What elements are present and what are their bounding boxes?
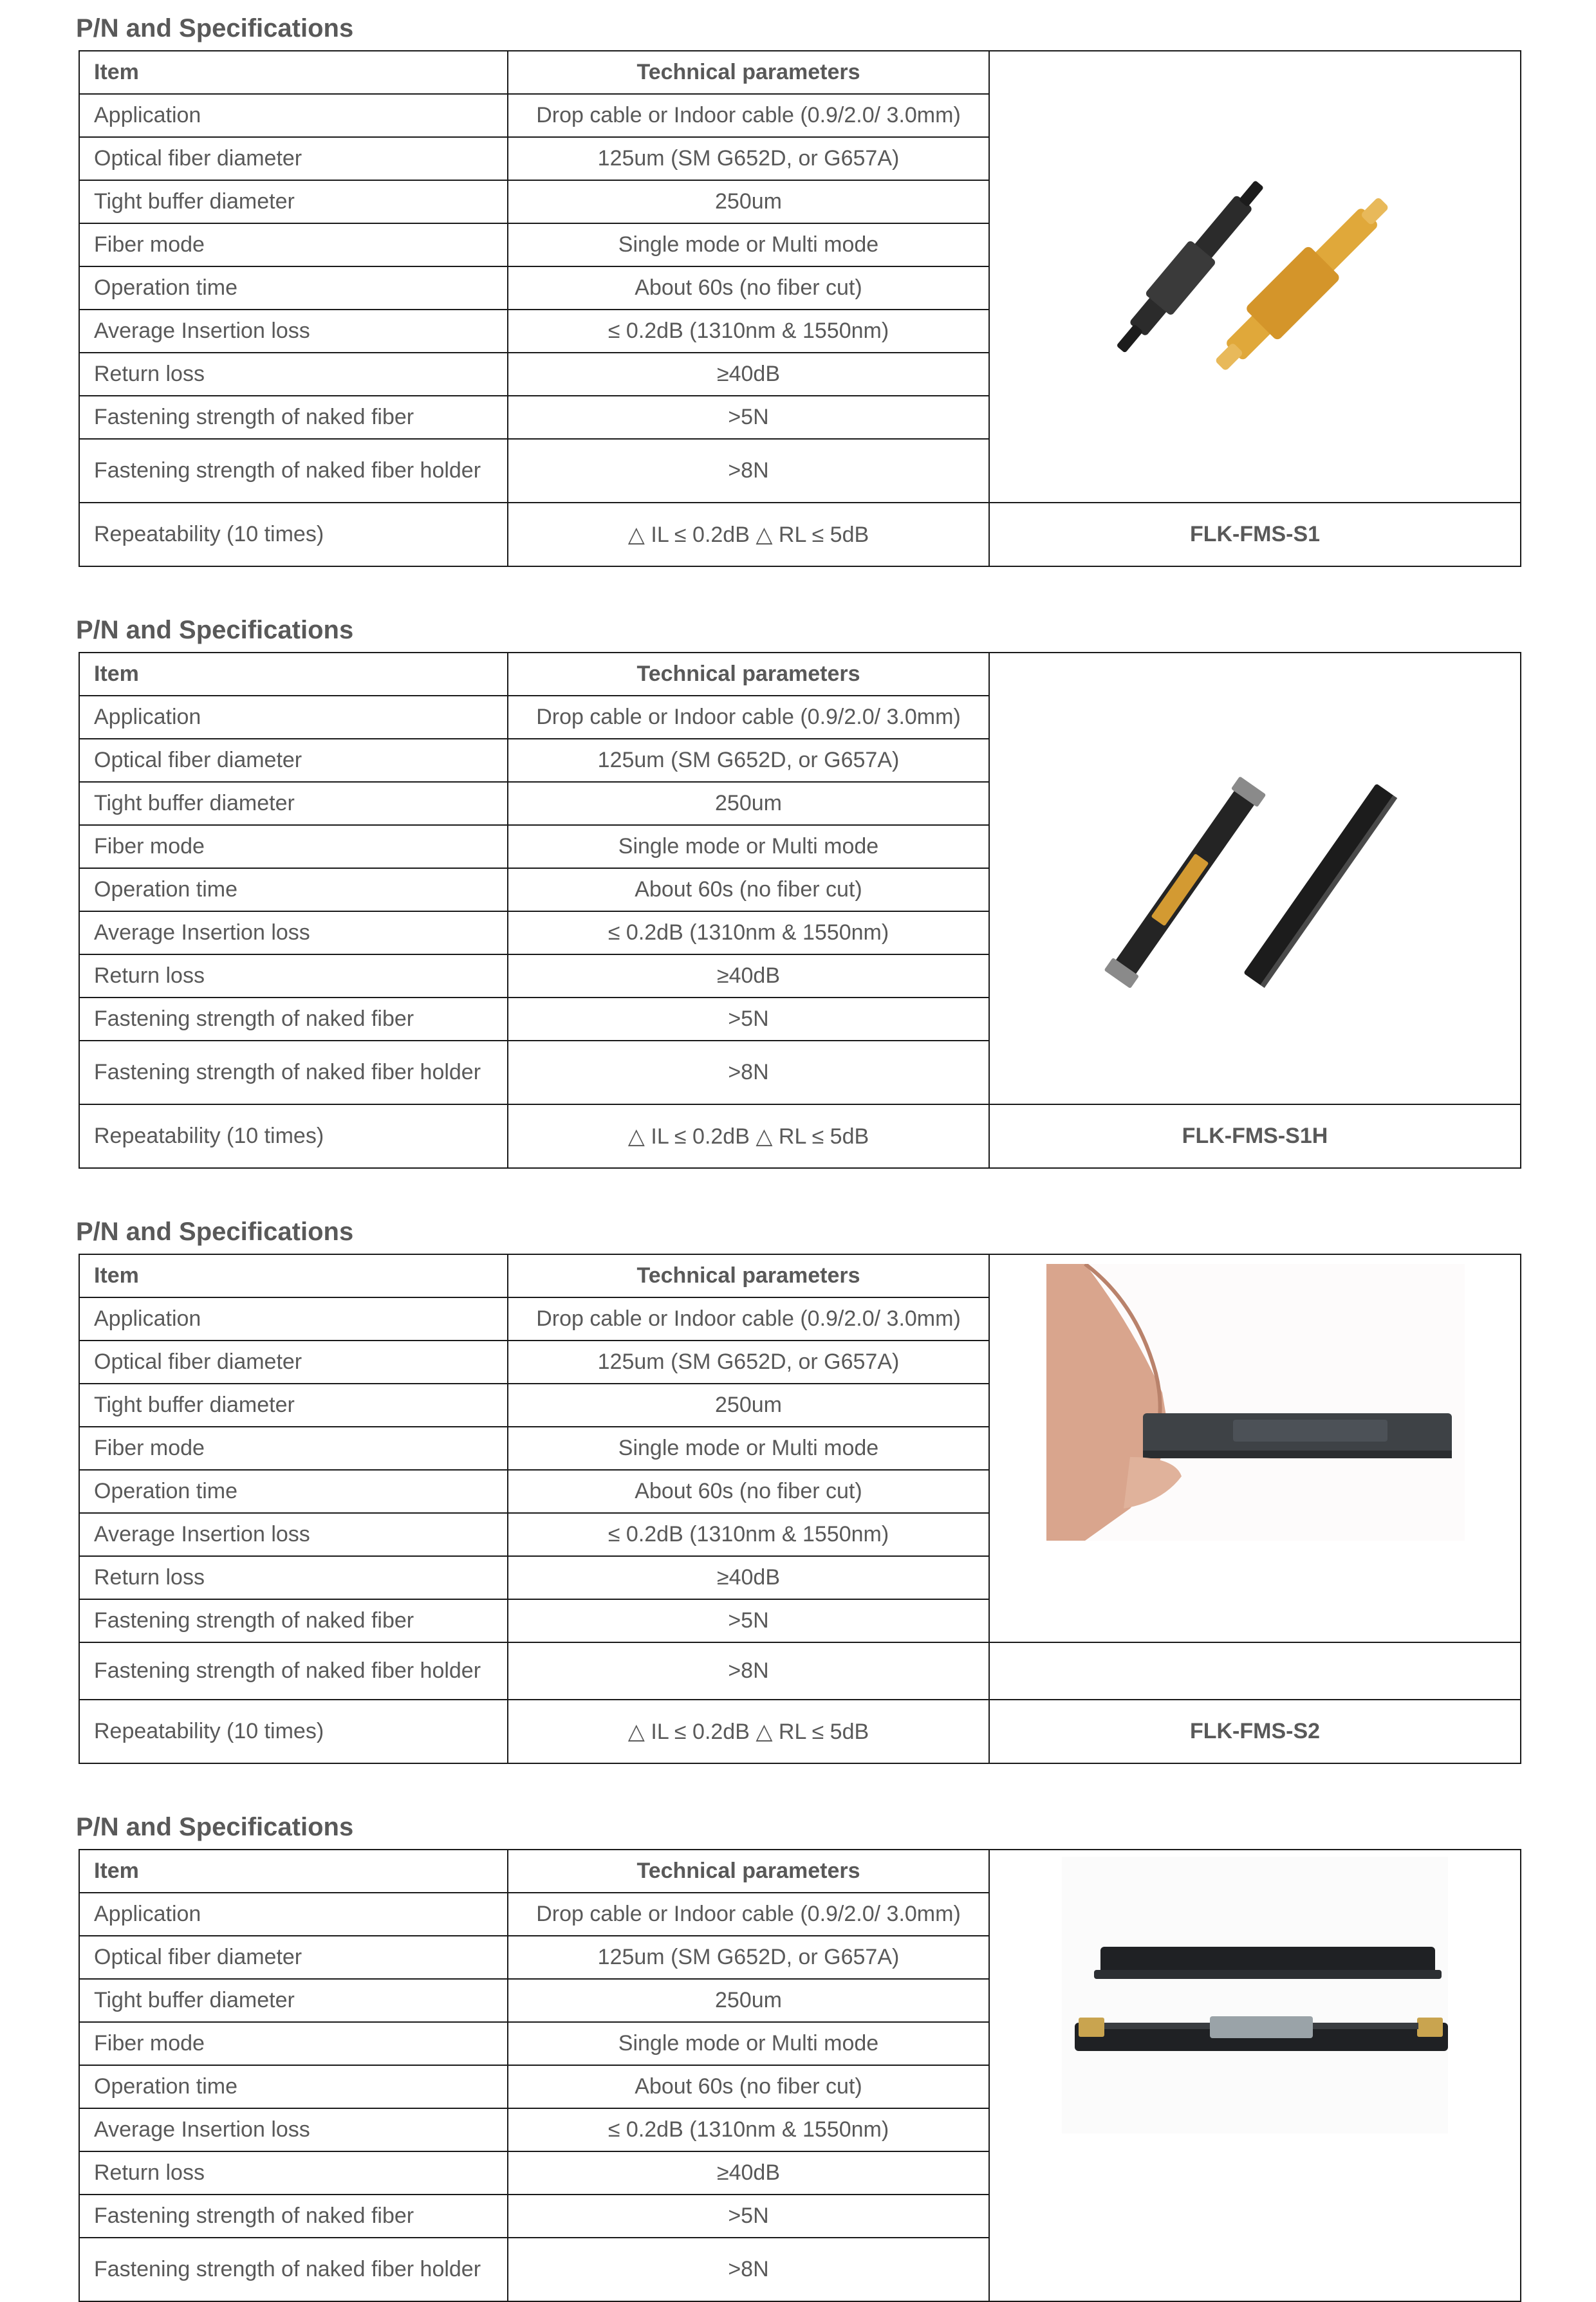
- row-item: Average Insertion loss: [79, 310, 508, 353]
- product-image-cell: [989, 653, 1521, 1104]
- row-value: Single mode or Multi mode: [508, 825, 989, 868]
- row-value: ≥40dB: [508, 954, 989, 998]
- row-value: 125um (SM G652D, or G657A): [508, 1341, 989, 1384]
- row-item: Fastening strength of naked fiber holder: [79, 439, 508, 503]
- row-item: Return loss: [79, 2151, 508, 2195]
- header-params: Technical parameters: [508, 1254, 989, 1297]
- row-item: Operation time: [79, 266, 508, 310]
- table-header-row: [79, 653, 1521, 696]
- row-value: 125um (SM G652D, or G657A): [508, 137, 989, 180]
- header-item: Item: [79, 653, 508, 696]
- empty-cell: [989, 1642, 1521, 1700]
- row-value: About 60s (no fiber cut): [508, 868, 989, 911]
- table-row: [79, 1700, 1521, 1763]
- header-params: Technical parameters: [508, 653, 989, 696]
- header-item: Item: [79, 51, 508, 94]
- row-item: Optical fiber diameter: [79, 137, 508, 180]
- section-title: P/N and Specifications: [76, 1813, 354, 1841]
- row-item: Fastening strength of naked fiber holder: [79, 1642, 508, 1700]
- row-value: 250um: [508, 1384, 989, 1427]
- spec-table: [79, 1254, 1521, 1764]
- table-row: [79, 1104, 1521, 1168]
- header-params: Technical parameters: [508, 51, 989, 94]
- row-item: Operation time: [79, 2065, 508, 2108]
- table-row: [79, 1642, 1521, 1700]
- row-item: Fastening strength of naked fiber: [79, 396, 508, 439]
- row-value: Single mode or Multi mode: [508, 1427, 989, 1470]
- hand-holding-splice-icon: [1046, 1264, 1465, 1541]
- row-value: ≤ 0.2dB (1310nm & 1550nm): [508, 2108, 989, 2151]
- header-item: Item: [79, 1254, 508, 1297]
- row-item: Fiber mode: [79, 1427, 508, 1470]
- row-value: 250um: [508, 1979, 989, 2022]
- row-item: Tight buffer diameter: [79, 1384, 508, 1427]
- row-value: >5N: [508, 1599, 989, 1642]
- row-value: >5N: [508, 998, 989, 1041]
- row-value: Single mode or Multi mode: [508, 2022, 989, 2065]
- row-item: Tight buffer diameter: [79, 782, 508, 825]
- row-value: ≤ 0.2dB (1310nm & 1550nm): [508, 1513, 989, 1556]
- row-value: 125um (SM G652D, or G657A): [508, 739, 989, 782]
- row-value: >8N: [508, 1642, 989, 1700]
- row-value: Drop cable or Indoor cable (0.9/2.0/ 3.0mm): [508, 1297, 989, 1341]
- row-item: Fastening strength of naked fiber: [79, 1599, 508, 1642]
- row-item: Application: [79, 94, 508, 137]
- row-item: Average Insertion loss: [79, 2108, 508, 2151]
- fiber-connector-yellow-black-icon: [1088, 142, 1422, 412]
- spec-table: [79, 652, 1521, 1169]
- row-item: Return loss: [79, 1556, 508, 1599]
- row-value: ≤ 0.2dB (1310nm & 1550nm): [508, 310, 989, 353]
- row-item: Repeatability (10 times): [79, 503, 508, 566]
- row-value: About 60s (no fiber cut): [508, 2065, 989, 2108]
- row-item: Return loss: [79, 353, 508, 396]
- table-row: [79, 503, 1521, 566]
- row-item: Fastening strength of naked fiber holder: [79, 1041, 508, 1104]
- table-header-row: [79, 1850, 1521, 1893]
- product-image-cell: [989, 1254, 1521, 1642]
- row-item: Tight buffer diameter: [79, 180, 508, 223]
- row-value: >8N: [508, 1041, 989, 1104]
- row-item: Tight buffer diameter: [79, 1979, 508, 2022]
- fiber-splice-two-parts-icon: [1049, 1857, 1461, 2133]
- row-value: 125um (SM G652D, or G657A): [508, 1936, 989, 1979]
- row-item: Fiber mode: [79, 825, 508, 868]
- row-item: Fastening strength of naked fiber: [79, 2195, 508, 2238]
- product-image-cell: [989, 1850, 1521, 2301]
- row-value: Drop cable or Indoor cable (0.9/2.0/ 3.0mm): [508, 696, 989, 739]
- row-value: ≤ 0.2dB (1310nm & 1550nm): [508, 911, 989, 954]
- row-item: Optical fiber diameter: [79, 1341, 508, 1384]
- row-item: Optical fiber diameter: [79, 1936, 508, 1979]
- product-image-cell: [989, 51, 1521, 503]
- header-params: Technical parameters: [508, 1850, 989, 1893]
- row-value: About 60s (no fiber cut): [508, 266, 989, 310]
- row-value: ≥40dB: [508, 353, 989, 396]
- table-header-row: [79, 51, 1521, 94]
- row-item: Fiber mode: [79, 2022, 508, 2065]
- row-value: △ IL ≤ 0.2dB △ RL ≤ 5dB: [508, 1700, 989, 1763]
- row-value: ≥40dB: [508, 2151, 989, 2195]
- row-value: △ IL ≤ 0.2dB △ RL ≤ 5dB: [508, 503, 989, 566]
- row-item: Repeatability (10 times): [79, 1104, 508, 1168]
- row-item: Fiber mode: [79, 223, 508, 266]
- row-item: Operation time: [79, 1470, 508, 1513]
- row-item: Operation time: [79, 868, 508, 911]
- row-item: Return loss: [79, 954, 508, 998]
- row-value: >8N: [508, 2238, 989, 2301]
- row-value: Drop cable or Indoor cable (0.9/2.0/ 3.0mm): [508, 1893, 989, 1936]
- section-title: P/N and Specifications: [76, 1218, 354, 1246]
- row-item: Fastening strength of naked fiber holder: [79, 2238, 508, 2301]
- header-item: Item: [79, 1850, 508, 1893]
- fiber-splice-holder-open-icon: [1088, 737, 1422, 1020]
- row-item: Application: [79, 696, 508, 739]
- row-item: Optical fiber diameter: [79, 739, 508, 782]
- row-value: Single mode or Multi mode: [508, 223, 989, 266]
- row-item: Application: [79, 1297, 508, 1341]
- table-header-row: [79, 1254, 1521, 1297]
- section-title: P/N and Specifications: [76, 14, 354, 42]
- spec-table: [79, 50, 1521, 567]
- spec-table: [79, 1849, 1521, 2302]
- row-item: Application: [79, 1893, 508, 1936]
- row-value: >5N: [508, 396, 989, 439]
- part-number: FLK-FMS-S1H: [989, 1104, 1521, 1168]
- row-item: Average Insertion loss: [79, 911, 508, 954]
- row-value: >5N: [508, 2195, 989, 2238]
- row-item: Repeatability (10 times): [79, 1700, 508, 1763]
- row-item: Fastening strength of naked fiber: [79, 998, 508, 1041]
- part-number: FLK-FMS-S1: [989, 503, 1521, 566]
- row-value: 250um: [508, 782, 989, 825]
- row-value: ≥40dB: [508, 1556, 989, 1599]
- row-value: >8N: [508, 439, 989, 503]
- row-value: △ IL ≤ 0.2dB △ RL ≤ 5dB: [508, 1104, 989, 1168]
- row-item: Average Insertion loss: [79, 1513, 508, 1556]
- row-value: Drop cable or Indoor cable (0.9/2.0/ 3.0mm): [508, 94, 989, 137]
- section-title: P/N and Specifications: [76, 616, 354, 644]
- row-value: 250um: [508, 180, 989, 223]
- row-value: About 60s (no fiber cut): [508, 1470, 989, 1513]
- part-number: FLK-FMS-S2: [989, 1700, 1521, 1763]
